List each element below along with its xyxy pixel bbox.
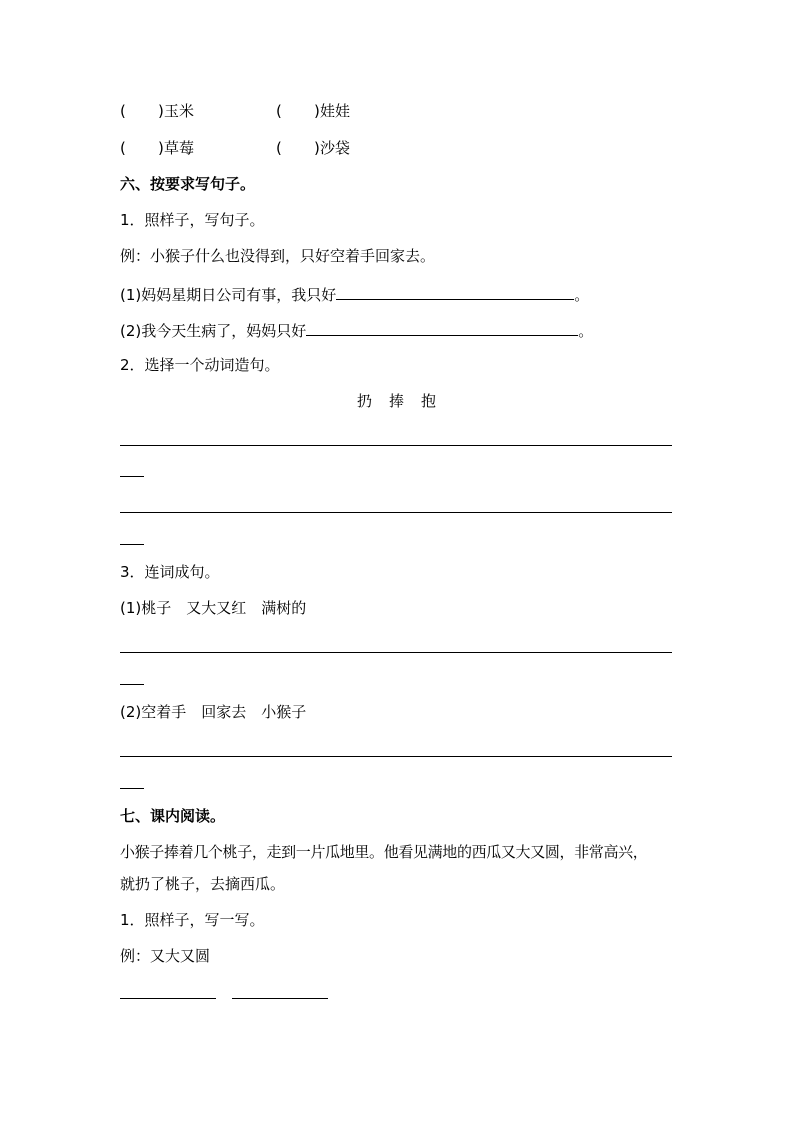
item2-answer-blank[interactable] [306, 319, 578, 336]
item2-prefix: (2)我今天生病了，妈妈只好 [120, 322, 307, 340]
bracket-close-2b: ) [314, 139, 320, 157]
section6-q3-item1: (1)桃子 又大又红 满树的 [120, 599, 307, 617]
q3-item1-answer-line[interactable] [120, 652, 672, 653]
section6-q1-example: 例：小猴子什么也没得到，只好空着手回家去。 [120, 247, 436, 265]
word-caomei: 草莓 [164, 139, 195, 157]
bracket-close-1a: ) [158, 102, 164, 120]
item1-answer-blank[interactable] [336, 283, 574, 300]
section6-q1-item2 [120, 319, 593, 341]
section6-q3-title: 3．连词成句。 [120, 563, 220, 581]
verb-reng: 扔 [357, 392, 373, 410]
q3-item2-answer-line[interactable] [120, 756, 672, 757]
q3-item1-answer-line-tail[interactable] [120, 684, 144, 685]
verb-bao: 抱 [421, 392, 437, 410]
q2-answer-line-1[interactable] [120, 445, 672, 446]
section7-passage-line1: 小猴子捧着几个桃子，走到一片瓜地里。他看见满地的西瓜又大又圆，非常高兴， [120, 843, 648, 861]
section6-q2-title: 2．选择一个动词造句。 [120, 356, 280, 374]
bracket-close-2a: ) [158, 139, 164, 157]
q3-item2-answer-line-tail[interactable] [120, 788, 144, 789]
section7-passage-line2: 就扔了桃子，去摘西瓜。 [120, 875, 286, 893]
section6-q1-title: 1．照样子，写句子。 [120, 211, 265, 229]
section7-q1-title: 1．照样子，写一写。 [120, 911, 265, 929]
section7-heading: 七、课内阅读。 [120, 807, 226, 825]
word-shadai: 沙袋 [320, 139, 351, 157]
item1-prefix: (1)妈妈星期日公司有事，我只好 [120, 286, 337, 304]
bracket-open-2b: ( [276, 139, 282, 157]
bracket-open-1b: ( [276, 102, 282, 120]
section6-q1-item1 [120, 283, 589, 305]
q2-answer-line-2[interactable] [120, 512, 672, 513]
section6-q3-item2: (2)空着手 回家去 小猴子 [120, 703, 307, 721]
word-wawa: 娃娃 [320, 102, 351, 120]
bracket-open-2a: ( [120, 139, 126, 157]
section7-answer-blank-1[interactable] [120, 998, 216, 999]
verb-peng: 捧 [389, 392, 405, 410]
section7-answer-blank-2[interactable] [232, 998, 328, 999]
item2-suffix: 。 [578, 322, 594, 340]
word-yumi: 玉米 [164, 102, 195, 120]
item1-suffix: 。 [574, 286, 590, 304]
q2-answer-line-2-tail[interactable] [120, 544, 144, 545]
section6-heading: 六、按要求写句子。 [120, 175, 256, 193]
section7-q1-example: 例：又大又圆 [120, 947, 211, 965]
bracket-close-1b: ) [314, 102, 320, 120]
bracket-open-1a: ( [120, 102, 126, 120]
q2-answer-line-1-tail[interactable] [120, 476, 144, 477]
